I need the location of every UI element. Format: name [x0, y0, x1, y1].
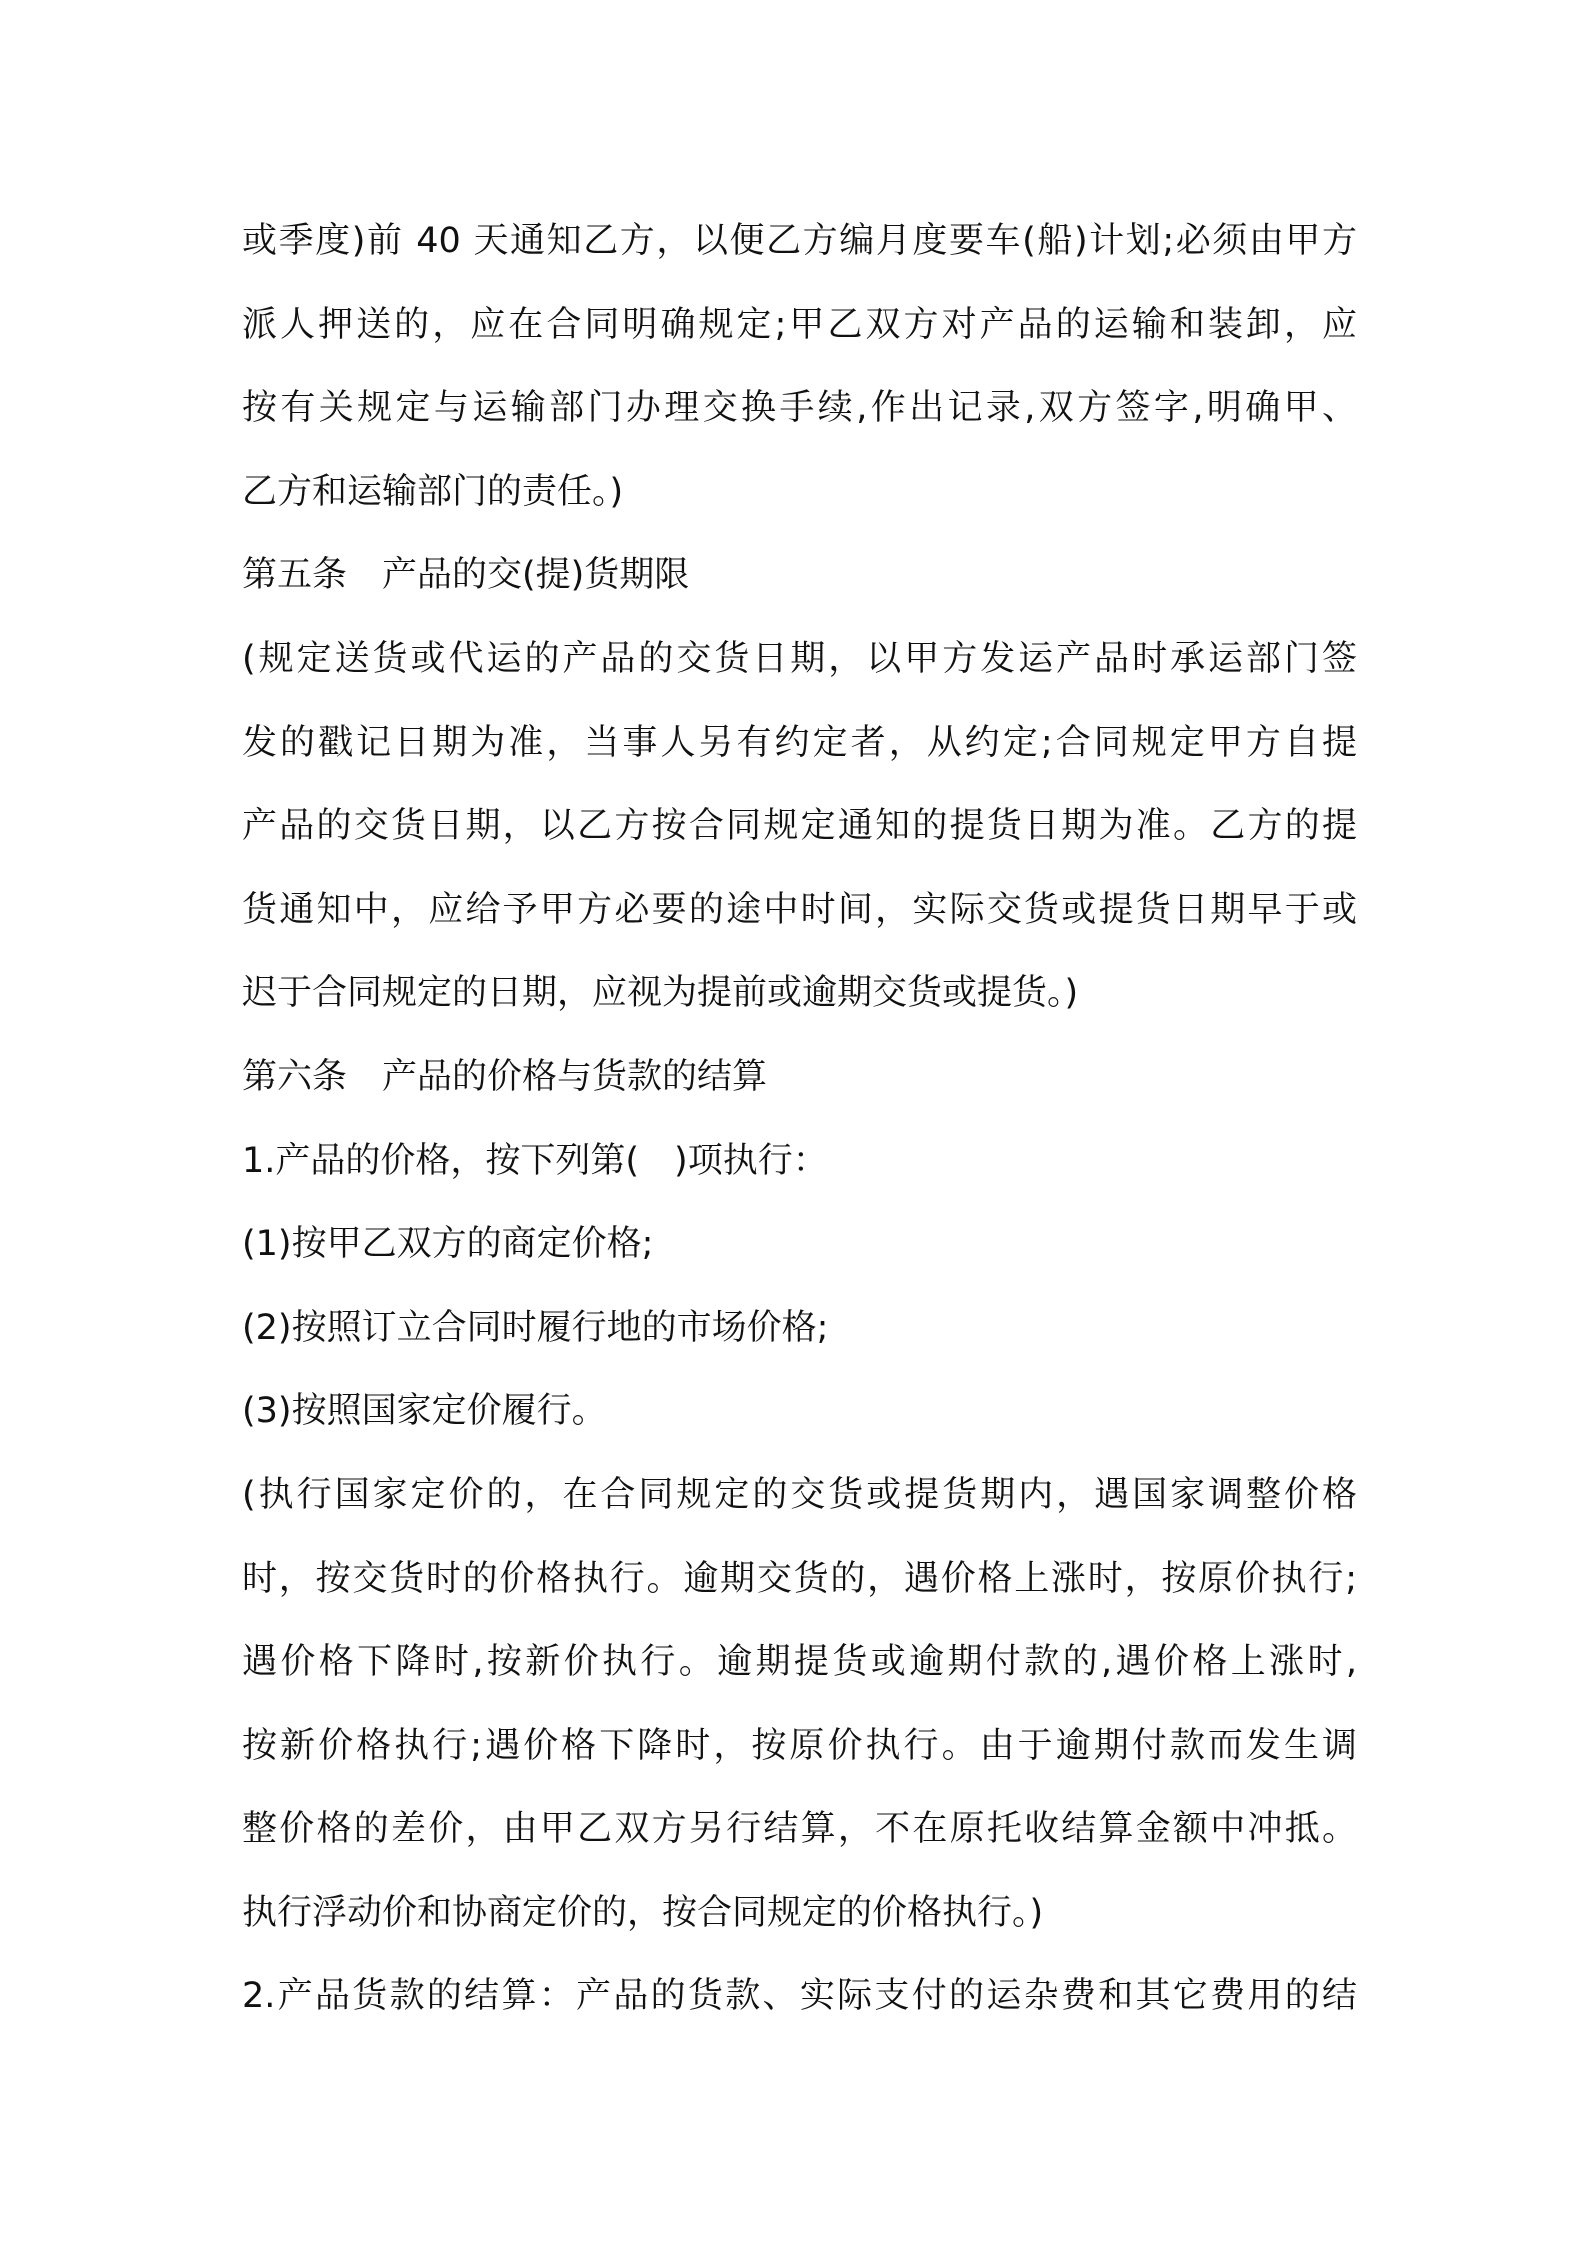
- paragraph-line: 乙方和运输部门的责任。): [242, 471, 624, 512]
- list-item: (2)按照订立合同时履行地的市场价格;: [242, 1307, 829, 1348]
- clause-line: 2.产品货款的结算：产品的货款、实际支付的运杂费和其它费用的结: [242, 1976, 1357, 2017]
- clause-line: 1.产品的价格，按下列第( )项执行：: [242, 1140, 828, 1181]
- paragraph-line: 执行浮动价和协商定价的，按合同规定的价格执行。): [242, 1892, 1044, 1933]
- paragraph-line: 产品的交货日期，以乙方按合同规定通知的提货日期为准。乙方的提: [242, 806, 1357, 847]
- paragraph-line: 按新价格执行;遇价格下降时，按原价执行。由于逾期付款而发生调: [242, 1725, 1357, 1766]
- list-item: (1)按甲乙双方的商定价格;: [242, 1224, 654, 1265]
- paragraph-line: 遇价格下降时,按新价执行。逾期提货或逾期付款的,遇价格上涨时,: [242, 1642, 1357, 1683]
- paragraph-line: 派人押送的，应在合同明确规定;甲乙双方对产品的运输和装卸，应: [242, 304, 1357, 345]
- document-body: [242, 200, 1357, 2039]
- article-heading: 第六条 产品的价格与货款的结算: [242, 1056, 768, 1097]
- list-item: (3)按照国家定价履行。: [242, 1391, 607, 1432]
- paragraph-line: 迟于合同规定的日期，应视为提前或逾期交货或提货。): [242, 973, 1079, 1014]
- article-heading: 第五条 产品的交(提)货期限: [242, 555, 690, 596]
- paragraph-line: 按有关规定与运输部门办理交换手续,作出记录,双方签字,明确甲、: [242, 388, 1357, 429]
- paragraph-line: 货通知中，应给予甲方必要的途中时间，实际交货或提货日期早于或: [242, 889, 1357, 930]
- paragraph-line: 发的戳记日期为准，当事人另有约定者，从约定;合同规定甲方自提: [242, 722, 1357, 763]
- paragraph-line: (执行国家定价的，在合同规定的交货或提货期内，遇国家调整价格: [242, 1474, 1357, 1515]
- paragraph-line: 时，按交货时的价格执行。逾期交货的，遇价格上涨时，按原价执行;: [242, 1558, 1357, 1599]
- paragraph-line: 或季度)前 40 天通知乙方，以便乙方编月度要车(船)计划;必须由甲方: [242, 221, 1357, 261]
- paragraph-line: (规定送货或代运的产品的交货日期，以甲方发运产品时承运部门签: [242, 638, 1357, 679]
- paragraph-line: 整价格的差价，由甲乙双方另行结算，不在原托收结算金额中冲抵。: [242, 1809, 1357, 1850]
